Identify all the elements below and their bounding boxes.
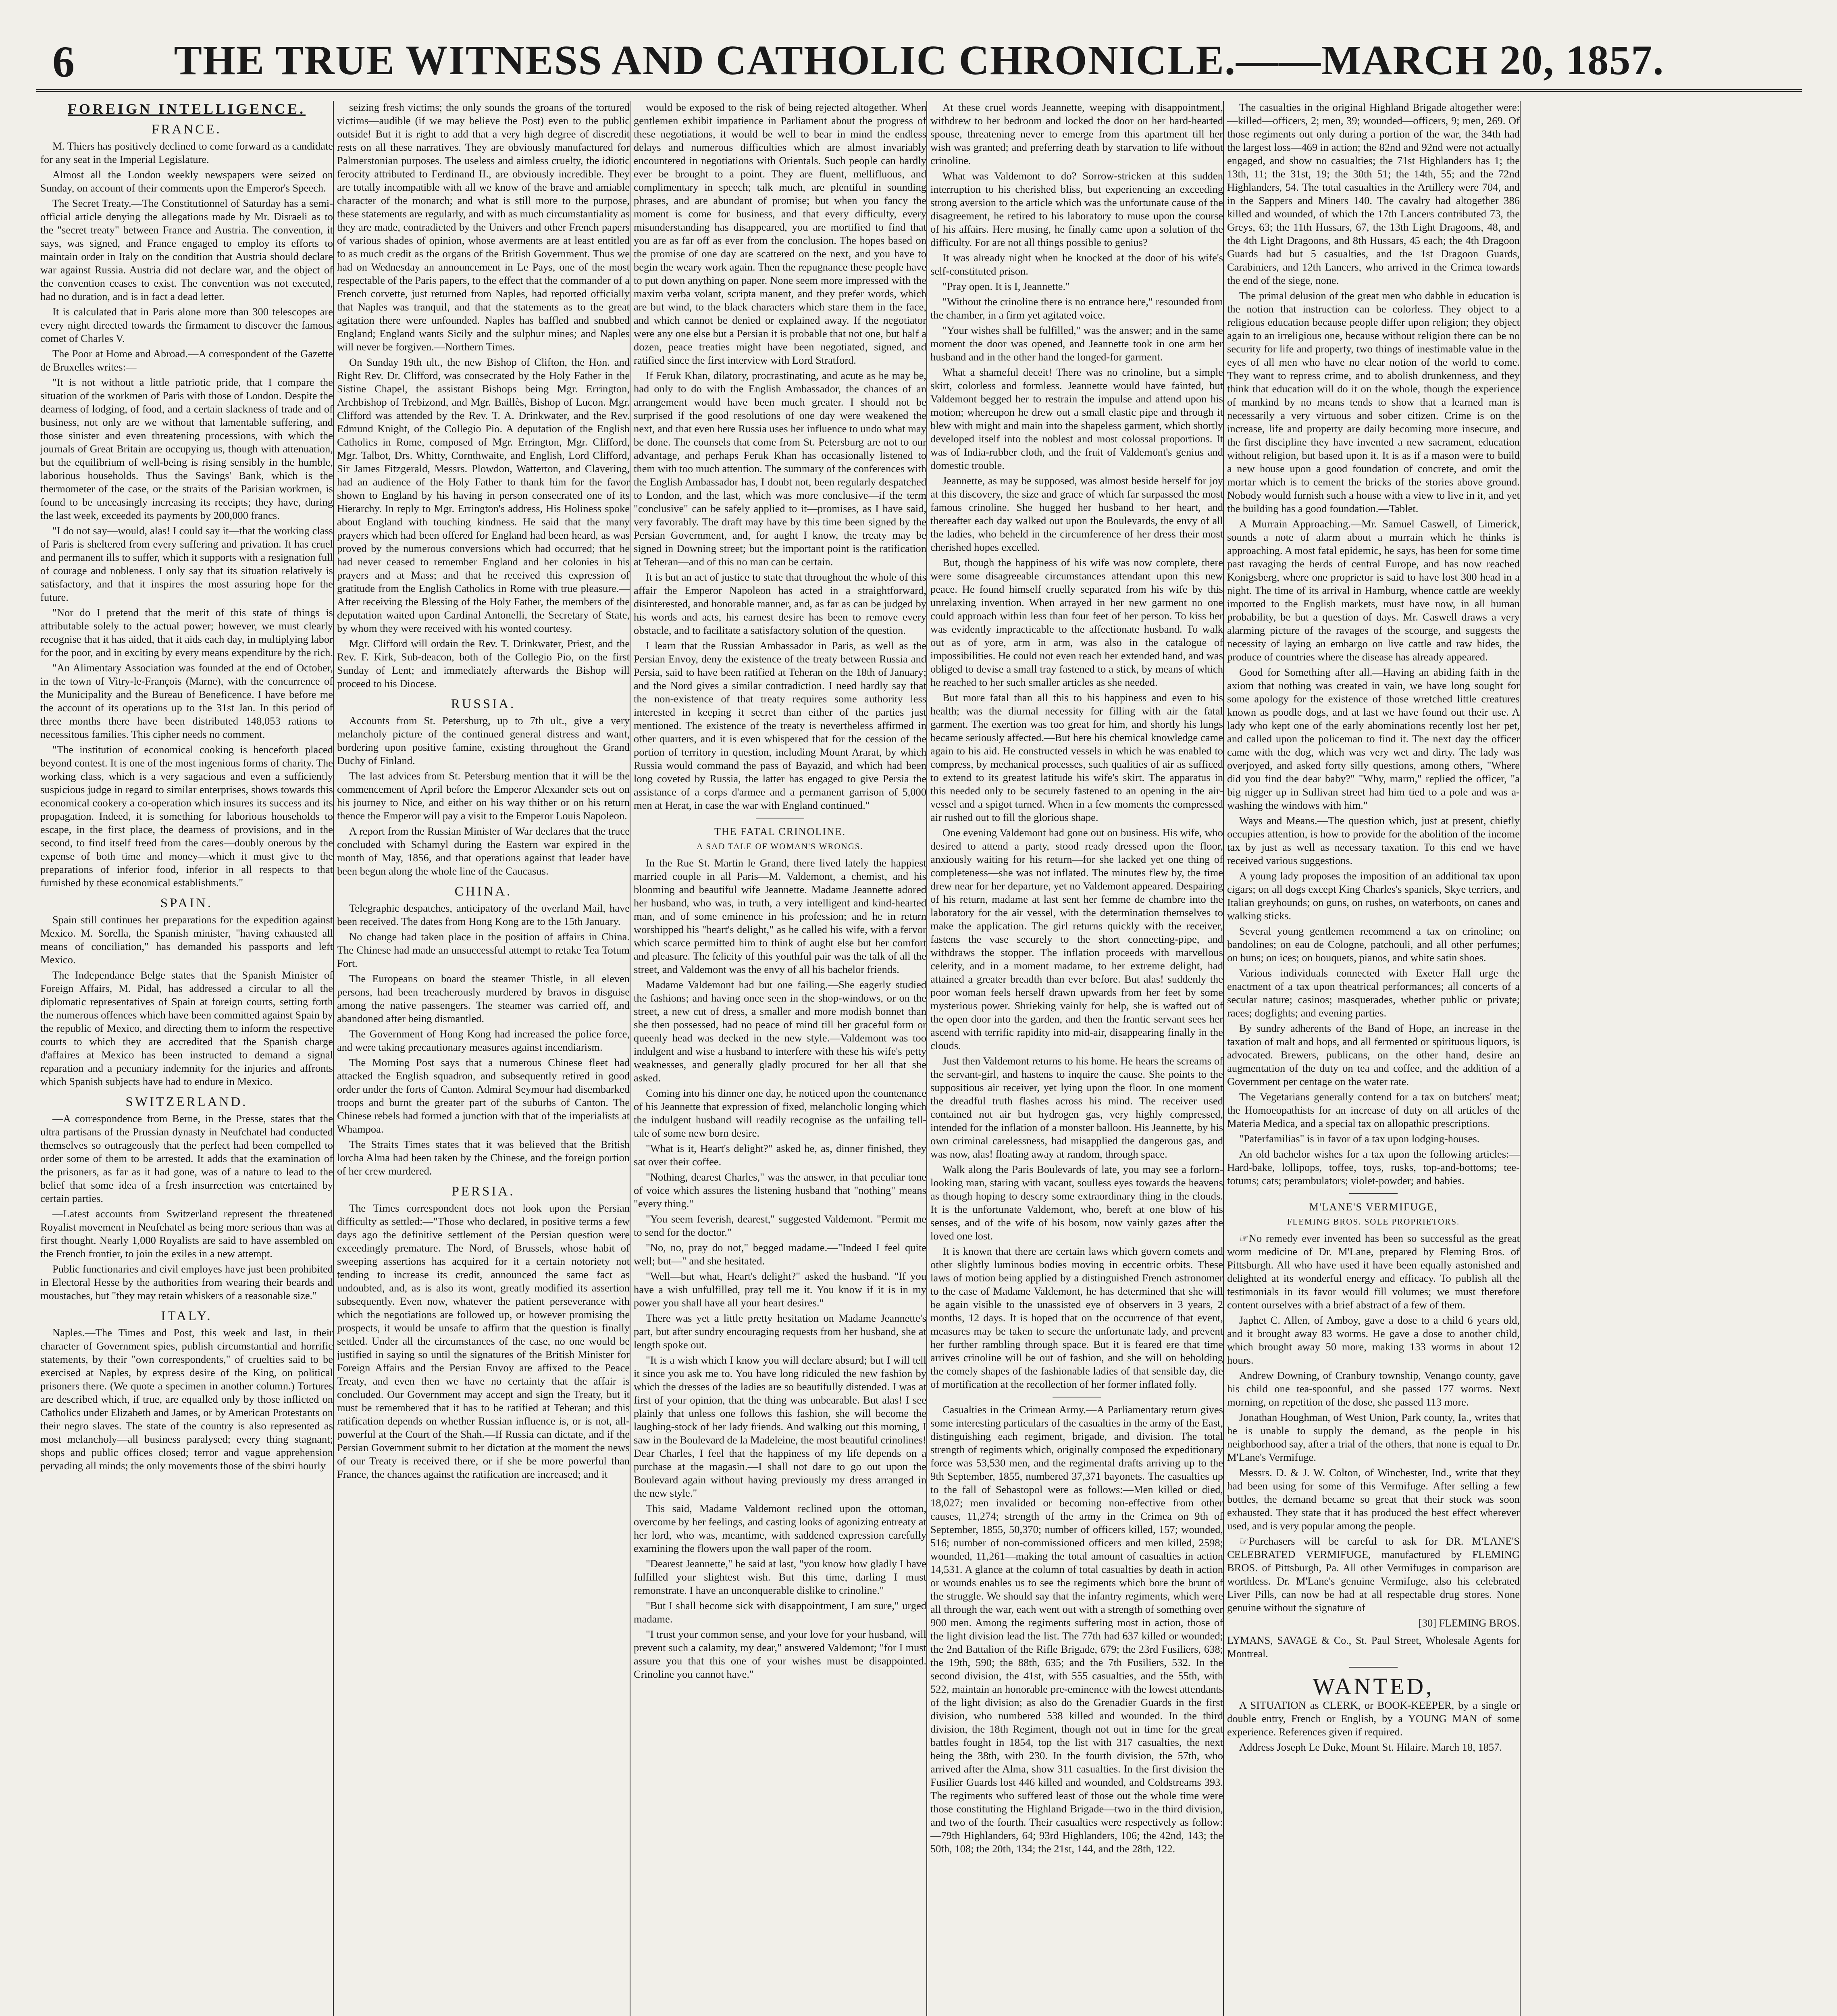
paragraph: The Straits Times states that it was believed that the British lorcha Alma had been taken by the Chinese, and the foreign portion of her crew murdered. — [337, 1138, 630, 1177]
france-news — [40, 140, 333, 889]
paragraph: At these cruel words Jeannette, weeping with disappointment, withdrew to her bedroom and locked the door on her hard-hearted spouse, threatening never to emerge from this apartment till her wish was granted; and preferring death by starvation to life without crinoline. — [930, 101, 1223, 167]
paragraph: The Europeans on board the steamer Thistle, in all eleven persons, had been treacherously murdered by bravos in disguise among the native passengers. The steamer was carried off, and abandoned after being dismantled. — [337, 973, 630, 1025]
switzerland-heading: SWITZERLAND. — [125, 1095, 248, 1109]
paragraph: The primal delusion of the great men who dabble in education is the notion that instruction can be colorless. They object to a religious education because people differ upon religion; they object again to an irreligious one, because without religion there can be no security for life and property, two things of inestimable value in the eyes of all men who have no clear notion of the world to come. They want to repress crime, and to abolish drunkenness, and they think that education will do it on the whole, though the experience of mankind by no means tends to show that a learned man is necessarily a very virtuous and sober citizen. Crime is on the increase, life and property are daily becoming more insecure, and the first discipline they have invented a new sacrament, education without religion, but based upon it. It is as if a mason were to build a new house upon a good foundation of concrete, and omit the mortar which is to cement the bricks of the stories above ground. Nobody would furnish such a house with a view to live in it, and yet the building has a good foundation.—Tablet. — [1227, 289, 1520, 514]
paragraph: A report from the Russian Minister of War declares that the truce concluded with Schamyl during the Eastern war expired in the month of May, 1856, and that operations against that leader have been begun along the whole line of the Caucasus. — [337, 825, 630, 877]
paragraph: A young lady proposes the imposition of an additional tax upon cigars; on all dogs except King Charles's spaniels, Skye terriers, and Italian greyhounds; on guns, on rushes, on waterboots, on canes and walking sticks. — [1227, 870, 1520, 922]
paragraph: What a shameful deceit! There was no crinoline, but a simple skirt, colorless and formless. Jeannette would have fainted, but Valdemont begged her to restrain the impulse and attend upon his motion; whereupon he drew out a small elastic pipe and through it blew with might and main into the shapeless garment, which shortly developed itself into the noblest and most colossal proportions. It was of India-rubber cloth, and the fruit of Valdemont's genius and domestic trouble. — [930, 366, 1223, 471]
paragraph: "I do not say—would, alas! I could say it—that the working class of Paris is sheltered from every suffering and privation. It has cruel and permanent ills to suffer, which it supports with a resignation full of courage and nobleness. I only say that its situation relatively is satisfactory, and that it inspires the most assuring hope for the future. — [40, 525, 333, 603]
paragraph: No change had taken place in the position of affairs in China. The Chinese had made an unsuccessful attempt to retake Tea Totum Fort. — [337, 931, 630, 969]
france-heading: FRANCE. — [152, 122, 222, 137]
paragraph: Accounts from St. Petersburg, up to 7th ult., give a very melancholy picture of the continued general distress and want, bordering upon positive famine, existing throughout the Grand Duchy of Finland. — [337, 714, 630, 766]
paragraph: One evening Valdemont had gone out on business. His wife, who desired to attend a party, stood ready dressed upon the floor, anxiously waiting for his return—for she lacked yet one thing of completeness—she was not inflated. The minutes flew by, the time drew near for her departure, yet no Valdemont appeared. Despairing of his return, madame at last sent her femme de chambre into the laboratory for the air vessel, with the determination themselves to make the application. The girl returns quickly with the receiver, fastens the vase securely to the short connecting-pipe, and withdraws the stopper. The inflation proceeds with marvellous celerity, and in a moment madame, to her extreme delight, had attained a greater breadth than ever before. But alas! suddenly the poor woman feels herself drawn upwards from her feet by some mysterious power. Shrieking vainly for help, she is wafted out of the open door into the garden, and then the frantic servant sees her ascend with terrific rapidity into mid-air, disappearing finally in the clouds. — [930, 827, 1223, 1052]
paragraph: But more fatal than all this to his happiness and even to his health; was the diurnal necessity for filling with air the fatal garment. The exertion was too great for him, and shortly his lungs became seriously affected.—But here his chemical knowledge came again to his aid. He constructed vessels in which he was enabled to compress, by mechanical processes, such qualities of air as sufficed to extend to its greatest latitude his wife's skirt. The apparatus in this needed only to be securely fastened to an opening in the air-vessel and a spigot turned. When in a few moments the compressed air rushed out to fill the glorious shape. — [930, 691, 1223, 823]
paragraph: Mgr. Clifford will ordain the Rev. T. Drinkwater, Priest, and the Rev. F. Kirk, Sub-deacon, both of the Collegio Pio, on the first Sunday of Lent; and immediately afterwards the Bishop will proceed to his Diocese. — [337, 637, 630, 689]
paragraph: M. Thiers has positively declined to come forward as a candidate for any seat in the Imperial Legislature. — [40, 140, 333, 165]
paragraph: Ways and Means.—The question which, just at present, chiefly occupies attention, is how to provide for the abolition of the income tax by just as well as necessary taxation. To this end we have received various suggestions. — [1227, 814, 1520, 866]
italy-heading: ITALY. — [161, 1309, 212, 1323]
spain-news — [40, 913, 333, 1088]
paragraph: "No, no, pray do not," begged madame.—"Indeed I feel quite well; but—" and she hesitated. — [634, 1241, 926, 1267]
column-2 — [337, 101, 630, 2016]
column-4 — [930, 101, 1223, 2016]
paragraph: Jeannette, as may be supposed, was almost beside herself for joy at this discovery, the size and grace of which far surpassed the most famous crinoline. She hugged her husband to her heart, and thereafter each day walked out upon the Boulevards, the envy of all the ladies, who beheld in the circumference of her dress their most cherished hopes excelled. — [930, 475, 1223, 553]
paragraph: "It is a wish which I know you will declare absurd; but I will tell it since you ask me to. You have long ridiculed the new fashion by which the dresses of the ladies are so beautifully distended. I was at first of your opinion, that the thing was unbearable. But alas! I see plainly that unless one follows this fashion, she will become the laughing-stock of her lady friends. And walking out this morning, I saw in the Boulevard de la Madeleine, the most beautiful crinolines! Dear Charles, I feel that the happiness of my life depends on a purchase at the magasin.—I shall not dare to go out upon the Boulevard again without having previously my dress arranged in the new style." — [634, 1354, 926, 1499]
paragraph: If Feruk Khan, dilatory, procrastinating, and acute as he may be, had only to do with the English Ambassador, the chances of an arrangement would have been much greater. I should not be surprised if the good resolutions of one day were weakened the next, and that even here Russia uses her influence to undo what may be done. The counsels that come from St. Petersburg are not to our advantage, and perhaps Feruk Khan has occasionally listened to them with too much attention. The summary of the conferences with the English Ambassador has, I doubt not, been regularly despatched to London, and the last, which was more conclusive—if the term "conclusive" can be safely applied to it—promises, as I have said, very favorably. The draft may have by this time been signed by the Persian Government, and, for aught I know, the treaty may be signed in Downing street; but the important point is the ratification at Teheran—and of this no man can be certain. — [634, 369, 926, 568]
paragraph: The Secret Treaty.—The Constitutionnel of Saturday has a semi-official article denying the allegations made by Mr. Disraeli as to the "secret treaty" between France and Austria. The convention, it says, was signed, and France engaged to employ its efforts to maintain order in Italy on the condition that Austria should declare war against Russia. Austria did not declare war, and the object of the convention ceases to exist. The convention was not executed, had no duration, and is in fact a dead letter. — [40, 197, 333, 302]
paragraph: Casualties in the Crimean Army.—A Parliamentary return gives some interesting particulars of the casualties in the army of the East, distinguishing each regiment, brigade, and division. The total strength of regiments which, originally composed the expeditionary force was 53,530 men, and the regimental drafts arriving up to the 9th September, 1855, numbered 37,371 bayonets. The casualties up to the fall of Sebastopol were as follows:—Men killed or died, 18,027; men invalided or becoming non-effective from other causes, 11,274; strength of the army in the Crimea on 9th of September, 1855, 50,370; number of officers killed, 157; wounded, 516; number of non-commissioned officers and men killed, 2598; wounded, 11,261—making the total amount of casualties in action 14,531. A glance at the column of total casualties by death in action or wounds enables us to see the regiments which bore the brunt of the struggle. We should say that the infantry regiments, which were all through the war, each went out with a strength of something over 900 men. Among the regiments suffering most in action, those of the light division lead the list. The 77th had 637 killed or wounded; the 2nd Battalion of the Rifle Brigade, 679; the 23rd Fusiliers, 638; the 19th, 590; the 88th, 635; and the 7th Fusiliers, 532. In the second division, the 41st, with 555 casualties, and the 55th, with 522, maintain an honorable pre-eminence with the lowest attendants of the light division; as also do the Grenadier Guards in the first division, who numbered 538 killed and wounded. In the third division, the 18th Regiment, though not out in time for the great battles fought in 1854, top the list with 317 casualties, the next being the 38th, with 230. In the fourth division, the 57th, who arrived after the Alma, show 311 casualties. In the first division the Fusilier Guards lost 446 killed and wounded, and Coldstreams 393. The regiments who suffered least of those out the whole time were those constituting the Highland Brigade—two in the third division, and two of the fourth. Their casualties were respectively as follow:—79th Highlanders, 64; 93rd Highlanders, 106; the 42nd, 143; the 50th, 108; the 20th, 134; the 21st, 144, and the 28th, 122. — [930, 1404, 1223, 1855]
vermifuge-ad-subtitle: FLEMING BROS. SOLE PROPRIETORS. — [1287, 1217, 1460, 1227]
paragraph: Various individuals connected with Exeter Hall urge the enactment of a tax upon theatrical performances; all concerts of a secular nature; casinos; masquerades, whether public or private; races; dogfights; and evening parties. — [1227, 967, 1520, 1019]
miscellany — [1227, 101, 1520, 1187]
paragraph: Several young gentlemen recommend a tax on crinoline; on bandolines; on eau de Cologne, patchouli, and all other perfumes; on buns; on ices; on bouquets, pianos, and white satin shoes. — [1227, 925, 1520, 964]
wanted-address: Address Joseph Le Duke, Mount St. Hilaire. March 18, 1857. — [1239, 1741, 1502, 1753]
paragraph: Japhet C. Allen, of Amboy, gave a dose to a child 6 years old, and it brought away 83 worms. He gave a dose to another child, which brought away 50 more, making 133 worms in about 12 hours. — [1227, 1314, 1520, 1366]
spain-heading: SPAIN. — [160, 896, 213, 910]
persia-news-continued — [634, 101, 926, 812]
column-rule — [926, 101, 927, 2016]
paragraph: On Sunday 19th ult., the new Bishop of Clifton, the Hon. and Right Rev. Dr. Clifford, was consecrated by the Holy Father in the Sistine Chapel, the assistant Bishops being Mgr. Errington, Archbishop of Trebizond, and Mgr. Baillès, Bishop of Lucon. Mgr. Clifford was attended by the Rev. T. A. Drinkwater, and the Rev. Edmund Knight, of the Collegio Pio. A deputation of the English Catholics in Rome, composed of Mgr. Errington, Mgr. Clifford, Mgr. Talbot, Drs. Whitty, Cornthwaite, and English, Lord Clifford, Sir James Fitzgerald, Messrs. Plowdon, Watterton, and Clavering, had an audience of the Holy Father to thank him for the favor shown to England by his having in person consecrated one of its Hierarchy. In reply to Mgr. Errington's address, His Holiness spoke about England with touching kindness. He said that the many prayers which had been offered for England had been heard, as was proved by the numerous conversions which had occurred; that he had never ceased to remember England and her colonies in his prayers and at Mass; and that he received this expression of gratitude from the English Catholics in Rome with true pleasure.—After receiving the Blessing of the Holy Father, the members of the deputation waited upon Cardinal Antonelli, the Secretary of State, by whom they were received with his wonted courtesy. — [337, 356, 630, 634]
paragraph: In the Rue St. Martin le Grand, there lived lately the happiest married couple in all Paris—M. Valdemont, a chemist, and his blooming and beautiful wife Jeannette. Madame Jeannette adored her husband, who was, in truth, a very intelligent and kind-hearted man, and of some eminence in his profession; and he in return worshipped his "heart's delight," as he called his wife, with a fervor which scarce permitted him to think of aught else but her comfort and pleasure. The felicity of this youthful pair was the talk of all the street, and Valdemont was the envy of all his bachelor friends. — [634, 857, 926, 975]
paragraph: Andrew Downing, of Cranbury township, Venango county, gave his child one tea-spoonful, and she passed 177 worms. Next morning, on repetition of the dose, she passed 113 more. — [1227, 1369, 1520, 1408]
column-1 — [40, 101, 333, 2016]
paragraph: The Vegetarians generally contend for a tax on butchers' meat; the Homoeopathists for an increase of duty on all articles of the Materia Medica, and a special tax on allopathic prescriptions. — [1227, 1091, 1520, 1129]
paragraph: Telegraphic despatches, anticipatory of the overland Mail, have been received. The dates from Hong Kong are to the 15th January. — [337, 902, 630, 927]
paragraph: "Well—but what, Heart's delight?" asked the husband. "If you have a wish unfulfilled, pray tell me it. You know if it is in my power you shall have all your heart desires." — [634, 1270, 926, 1309]
switzerland-news — [40, 1112, 333, 1302]
paragraph: "An Alimentary Association was founded at the end of October, in the town of Vitry-le-François (Marne), with the concurrence of the Municipality and the Bureau of Beneficence. I have before me the account of its operations up to the 31st Jan. In this period of three months there have been distributed 148,053 rations to necessitous families. This cipher needs no comment. — [40, 662, 333, 740]
paragraph: Almost all the London weekly newspapers were seized on Sunday, on account of their comments upon the Emperor's Speech. — [40, 169, 333, 194]
section-divider — [1349, 1667, 1398, 1668]
paragraph: ☞No remedy ever invented has been so successful as the great worm medicine of Dr. M'Lane, prepared by Fleming Bros. of Pittsburgh. All who have used it have been equally astonished and delighted at its wonderful energy and efficacy. To publish all the testimonials in its favor would fill volumes; we must therefore content ourselves with a brief abstract of a few of them. — [1227, 1232, 1520, 1311]
ad-agents: LYMANS, SAVAGE & Co., St. Paul Street, Wholesale Agents for Montreal. — [1227, 1635, 1520, 1660]
column-5 — [1227, 101, 1520, 2016]
paragraph: A Murrain Approaching.—Mr. Samuel Caswell, of Limerick, sounds a note of alarm about a murrain which he thinks is approaching. A most fatal epidemic, he says, has been for some time past ravaging the herds of central Europe, and has now reached Konigsberg, where one proprietor is said to have lost 300 head in a night. The time of its arrival in Hamburg, whence cattle are weekly imported to the English markets, must have now, in all human probability, be but a question of days. Mr. Caswell draws a very alarming picture of the ravages of the scourge, and suggests the necessity of laying an embargo on live cattle and raw hides, the produce of countries where the disease has already appeared. — [1227, 518, 1520, 663]
paragraph: "What is it, Heart's delight?" asked he, as, dinner finished, they sat over their coffee. — [634, 1142, 926, 1168]
wanted-text: A SITUATION as CLERK, or BOOK-KEEPER, by a single or double entry, French or English, by a YOUNG MAN of some experience. References given if required. — [1227, 1699, 1520, 1738]
paragraph: Messrs. D. & J. W. Colton, of Winchester, Ind., write that they had been using for some of this Vermifuge. After selling a few bottles, the demand became so great that their stock was soon exhausted. They state that it has produced the best effect wherever used, and is very popular among the people. — [1227, 1466, 1520, 1532]
story-subtitle: A SAD TALE OF WOMAN'S WRONGS. — [697, 841, 863, 851]
persia-news — [337, 1202, 630, 1481]
column-rule — [333, 101, 334, 2016]
vermifuge-ad — [1227, 1232, 1520, 1614]
paragraph: The Poor at Home and Abroad.—A correspondent of the Gazette de Bruxelles writes:— — [40, 348, 333, 373]
crinoline-story-continued — [930, 101, 1223, 1391]
story-title: THE FATAL CRINOLINE. — [714, 826, 846, 837]
russia-news — [337, 714, 630, 878]
persia-heading: PERSIA. — [451, 1184, 515, 1199]
paragraph: —A correspondence from Berne, in the Presse, states that the ultra partisans of the Prussian dynasty in Neufchatel had conducted themselves so outrageously that the perfect had been compelled to order some of them to be arrested. It adds that the examination of the prisoners, as far as it had gone, was of a nature to lead to the belief that some idea of a fresh insurrection was entertained by certain parties. — [40, 1112, 333, 1204]
paragraph: It is but an act of justice to state that throughout the whole of this affair the Emperor Napoleon has acted in a straightforward, disinterested, and honorable manner, and, as far as can be judged by his words and acts, his earnest desire has been to remove every obstacle, and to facilitate a satisfactory solution of the question. — [634, 571, 926, 636]
paragraph: The casualties in the original Highland Brigade altogether were:—killed—officers, 2; men, 39; wounded—officers, 9; men, 269. Of those regiments out only during a portion of the war, the 34th had the largest loss—469 in action; the 82nd and 92nd were not actually engaged, and show no casualties; the 71st Highlanders has 1; the 13th, 11; the 31st, 19; the 30th 51; the 14th, 55; and the 72nd Highlanders, 54. The total casualties in the Artillery were 704, and in the Sappers and Miners 140. The cavalry had altogether 386 killed and wounded, of which the 17th Lancers contributed 73, the Greys, 63; the 11th Hussars, 67, the 13th Light Dragoons, 48, and the 4th Light Dragoons, and 8th Hussars, 45 each; the 4th Dragoon Guards had but 5 casualties, and the 1st Dragoon Guards, Carabiniers, and 12th Lancers, who arrived in the Crimea towards the end of the siege, none. — [1227, 101, 1520, 286]
section-title: FOREIGN INTELLIGENCE. — [67, 101, 306, 117]
paragraph: "It is not without a little patriotic pride, that I compare the situation of the workmen of Paris with those of London. Despite the dearness of lodging, of food, and a certain slackness of trade and of business, not only are we without that lamentable suffering, and those sinister and even threatening processions, with which the journals of Great Britain are occupying us, though with attenuation, but the equilibrium of well-being is rising sensibly in the humble, laborious households. Thus the Savings' Bank, which is the thermometer of the case, or the straits of the Parisian workmen, is found to be unceasingly increasing its receipts; they have, during the last week, exceeded its payments by 200,000 francs. — [40, 376, 333, 521]
paragraph: "You seem feverish, dearest," suggested Valdemont. "Permit me to send for the doctor." — [634, 1213, 926, 1238]
paragraph: There was yet a little pretty hesitation on Madame Jeannette's part, but after sundry encouraging requests from her husband, she at length spoke out. — [634, 1312, 926, 1351]
paragraph: An old bachelor wishes for a tax upon the following articles:—Hard-bake, lollipops, toffee, toys, rusks, top-and-bottoms; tee-totums; cats; perambulators; violet-powder; and babies. — [1227, 1148, 1520, 1187]
paragraph: Just then Valdemont returns to his home. He hears the screams of the servant-girl, and hastens to inquire the cause. She points to the suppositious air receiver, yet lying upon the floor. In one moment the dreadful truth flashes across his mind. The receiver used contained not air but hydrogen gas, very highly compressed, intended for the inflation of a monster balloon. His Jeannette, by his own criminal carelessness, had misapplied the dangerous gas, and was now, alas! floating away at random, through space. — [930, 1055, 1223, 1160]
china-news — [337, 902, 630, 1178]
paragraph: Jonathan Houghman, of West Union, Park county, Ia., writes that he is unable to supply the demand, as the people in his neighborhood say, after a trial of the others, that none is equal to Dr. M'Lane's Vermifuge. — [1227, 1411, 1520, 1463]
wanted-title: WANTED, — [1313, 1673, 1434, 1699]
paragraph: —Latest accounts from Switzerland represent the threatened Royalist movement in Neufchatel as being more serious than was at first thought. Nearly 1,000 Royalists are said to have assembled on the French frontier, to join the exiles in a new attempt. — [40, 1208, 333, 1260]
section-divider — [1349, 1193, 1398, 1194]
crinoline-story — [634, 856, 926, 1681]
newspaper-title: THE TRUE WITNESS AND CATHOLIC CHRONICLE.——MARCH 20, 1857. — [174, 37, 1664, 83]
paragraph: Public functionaries and civil employes have just been prohibited in Electoral Hesse by the authorities from wearing their beards and moustaches, but "they may retain whiskers of a reasonable size." — [40, 1263, 333, 1302]
china-heading: CHINA. — [454, 884, 512, 899]
paragraph: The last advices from St. Petersburg mention that it will be the commencement of April before the Emperor Alexander sets out on his journey to Nice, and either on his way thither or on his return thence the Emperor will pay a visit to the Emperor Louis Napoleon. — [337, 770, 630, 822]
paragraph: Walk along the Paris Boulevards of late, you may see a forlorn-looking man, staring with vacant, soulless eyes towards the heavens as though hoping to descry some extraordinary thing in the clouds. It is the unfortunate Valdemont, who, bereft at one blow of his senses, and of the wife of his bosom, now vainly gazes after the loved one lost. — [930, 1163, 1223, 1242]
paragraph: "Dearest Jeannette," he said at last, "you know how gladly I have fulfilled your slightest wish. But this time, darling I must remonstrate. I have an unconquerable dislike to crinoline." — [634, 1558, 926, 1596]
paragraph: Spain still continues her preparations for the expedition against Mexico. M. Sorella, the Spanish minister, "having exhausted all means of conciliation," has demanded his passports and left Mexico. — [40, 914, 333, 966]
paragraph: Coming into his dinner one day, he noticed upon the countenance of his Jeannette that expression of fixed, melancholic longing which the indulgent husband will readily recognise as the unfailing tell-tale of some new born desire. — [634, 1087, 926, 1139]
paragraph: "Without the crinoline there is no entrance here," resounded from the chamber, in a firm yet agitated voice. — [930, 296, 1223, 321]
paragraph: seizing fresh victims; the only sounds the groans of the tortured victims—audible (if we may believe the Post) even to the public outside! But it is right to add that a very high degree of discredit rests on all these narratives. They are obviously manufactured for Palmerstonian purposes. The useless and aimless cruelty, the idiotic ferocity attributed to Ferdinand II., are obviously incredible. They are totally incompatible with all we know of the brave and amiable character of the monarch; and what is still more to the purpose, these statements are regularly, and with as much circumstantiality as they are made, contradicted by the Univers and other French papers of various shades of opinion, whose averments are at least entitled to as much credit as the organs of the British Government. Thus we had on Wednesday an announcement in Le Pays, one of the most respectable of the Paris papers, to the effect that the commander of a French corvette, just returned from Naples, had reported officially that Naples was tranquil, and that the statements as to the great agitation there were unfounded. Naples has baffled and snubbed England; England wants Sicily and the sulphur mines; and Naples will never be forgiven.—Northern Times. — [337, 101, 630, 353]
crimean-casualties — [930, 1403, 1223, 1856]
paragraph: What was Valdemont to do? Sorrow-stricken at this sudden interruption to his cherished bliss, but experiencing an exceeding strong aversion to the article which was the unfortunate cause of the disagreement, he retired to his laboratory to muse upon the course of his affairs. Here musing, he finally came upon a solution of the difficulty. For are not all things possible to genius? — [930, 170, 1223, 248]
paragraph: "Your wishes shall be fulfilled," was the answer; and in the same moment the door was opened, and Jeannette took in one arm her husband and in the other hand the longed-for garment. — [930, 324, 1223, 363]
page-number: 6 — [52, 37, 75, 86]
column-rule — [1520, 101, 1521, 2016]
masthead — [36, 28, 1802, 92]
vermifuge-ad-title: M'LANE'S VERMIFUGE, — [1309, 1201, 1438, 1213]
paragraph: "But I shall become sick with disappointment, I am sure," urged madame. — [634, 1599, 926, 1625]
russia-heading: RUSSIA. — [451, 697, 516, 711]
paragraph: "Pray open. It is I, Jeannette." — [942, 280, 1070, 292]
paragraph: The Times correspondent does not look upon the Persian difficulty as settled:—"Those who declared, in positive terms a few days ago the definitive settlement of the Persian question were exceedingly premature. The Nord, of Brussels, whose habit of sweeping assertions has acquired for it a certain notoriety not tending to increase its credit, announced the same fact as undoubted, and, as is also its wont, greatly modified its assertion subsequently. Even now, whatever the patient perseverance with which the negotiations are followed up, or however promising the prospects, it would be unsafe to affirm that the question is finally settled. Under all the circumstances of the case, no one would be justified in saying so until the signatures of the British Minister for Foreign Affairs and the Persian Envoy are affixed to the Peace Treaty, and even then we have no certainty that the affair is concluded. Our Government may accept and sign the Treaty, but it must be remembered that it has to be ratified at Teheran; and this ratification depends on whether Russian influence is, or is not, all-powerful at the Court of the Shah.—If Russia can dictate, and if the Persian Government submit to her dictation at the moment the news of our Treaty is received there, or if she be more powerful than France, the chances against the ratification are increased; and it — [337, 1202, 630, 1480]
paragraph: By sundry adherents of the Band of Hope, an increase in the taxation of malt and hops, and all fermented or spirituous liquors, is advocated. Brewers, publicans, on the other hand, desire an augmentation of the duty on tea and coffee, and the addition of a Government per centage on the water rate. — [1227, 1022, 1520, 1087]
paragraph: The Morning Post says that a numerous Chinese fleet had attacked the English squadron, and subsequently retired in good order under the forts of Canton. Admiral Seymour had disembarked troops and burnt the greater part of the suburbs of Canton. The Chinese rebels had formed a junction with that of the imperialists at Whampoa. — [337, 1056, 630, 1135]
paragraph: ☞Purchasers will be careful to ask for DR. M'LANE'S CELEBRATED VERMIFUGE, manufactured by FLEMING BROS. of Pittsburgh, Pa. All other Vermifuges in comparison are worthless. Dr. M'Lane's genuine Vermifuge, also his celebrated Liver Pills, can now be had at all respectable drug stores. None genuine without the signature of — [1227, 1535, 1520, 1614]
paragraph: It is known that there are certain laws which govern comets and other slightly luminous bodies moving in eccentric orbits. These laws of motion being applied by a distinguished French astronomer to the case of Madame Valdemont, he has determined that she will be again visible to the unassisted eye of observers in 3 years, 2 months, 12 days. It is hoped that on the occurrence of that event, measures may be taken to secure the unfortunate lady, and prevent her further rambling through space. But it is feared ere that time arrives crinoline will be out of fashion, and she will on beholding the comely shapes of the fashionable ladies of that sensible day, die of mortification at the recollection of her former inflated folly. — [930, 1245, 1223, 1390]
paragraph: "Paterfamilias" is in favor of a tax upon lodging-houses. — [1239, 1133, 1480, 1145]
column-rule — [1223, 101, 1224, 2016]
paragraph: This said, Madame Valdemont reclined upon the ottoman, overcome by her feelings, and casting looks of agonizing entreaty at her lord, who was, meantime, with saddened expression carefully examining the flowers upon the wall paper of the room. — [634, 1502, 926, 1554]
paragraph: Madame Valdemont had but one failing.—She eagerly studied the fashions; and having once seen in the shop-windows, or on the street, a new cut of dress, a smaller and more modish bonnet than she then possessed, had no peace of mind till her graceful form or queenly head was decked in the new style.—Valdemont was too indulgent and wise a husband to interfere with these his wife's petty weaknesses, and generally gladly procured for her all that she asked. — [634, 979, 926, 1084]
ad-signature: [30] FLEMING BROS. — [1418, 1617, 1520, 1629]
paragraph: "The institution of economical cooking is henceforth placed beyond contest. It is one of the most ingenious forms of charity. The working class, which is a very sagacious and even a sufficiently suspicious judge in regard to similar enterprises, shows towards this economical cookery a co-operation which insures its success and its propagation. Indeed, it is something for laborious households to escape, in the first place, the dearness of provisions, and in the second, to find itself freed from the cares—doubly onerous by the expense of both time and money—which it must give to the preparations of inferior food, inferior in all respects to that furnished by these economical establishments." — [40, 744, 333, 889]
paragraph: I learn that the Russian Ambassador in Paris, as well as the Persian Envoy, deny the existence of the treaty between Russia and Persia, said to have been ratified at Teheran on the 18th of January; and the Nord gives a similar contradiction. I need hardly say that the non-existence of that treaty requires some authority less interested in keeping it secret than either of the parties just mentioned. The existence of the treaty is nevertheless affirmed in other quarters, and it is even whispered that for the cession of the portion of territory in question, including Mount Ararat, by which Russia would command the pass of Bayazid, and which had been long coveted by Russia, the latter has engaged to give Persia the assistance of a corps d'armee and a permanent garrison of 5,000 men at Herat, in case the war with England continued." — [634, 639, 926, 811]
column-3 — [634, 101, 926, 2016]
paragraph: Naples.—The Times and Post, this week and last, in their character of Government spies, publish circumstantial and horrific statements, by their "own correspondents," of cruelties said to be exercised at Naples, by express desire of the King, on political prisoners there. (We quote a specimen in another column.) Tortures are described which, if true, are equalled only by those inflicted on Catholics under Elizabeth and James, or by American Protestants on their negro slaves. The state of the country is also represented as most melancholy—all business paralysed; every thing stagnant; shops and public offices closed; terror and vague apprehension pervading all minds; the only movements those of the sbirri hourly — [40, 1327, 333, 1472]
paragraph: It was already night when he knocked at the door of his wife's self-constituted prison. — [930, 252, 1223, 277]
italy-news — [40, 1326, 333, 1472]
paragraph: Good for Something after all.—Having an abiding faith in the axiom that nothing was created in vain, we have long sought for some apology for the existence of those wretched little creatures known as poodle dogs, and at last we have found out their use. A lady who kept one of the early abominations recently lost her pet, and called upon the policeman to find it. The next day the officer came with the dog, which was very wet and dirty. The lady was overjoyed, and asked forty silly questions, among others, "Where did you find the dear baby?" "Why, marm," replied the officer, "a big nigger up in Sullivan street had him tied to a pole and was a-washing the windows with him." — [1227, 666, 1520, 811]
paragraph: "Nor do I pretend that the merit of this state of things is attributable solely to the actual power; however, we must clearly recognise that it has aided, that it aids each day, in multiplying labor for the poor, and in exciting by every means expenditure by the rich. — [40, 606, 333, 658]
paragraph: "I trust your common sense, and your love for your husband, will prevent such a calamity, my dear," answered Valdemont; "for I must assure you that this one of your wishes must be disappointed. Crinoline you cannot have." — [634, 1628, 926, 1680]
paragraph: But, though the happiness of his wife was now complete, there were some disagreeable circumstances attendant upon this new peace. He found himself cruelly separated from his wife by this unrelaxing invention. When arrayed in her new garment no one could approach within less than four feet of her person. To kiss her was evidently impracticable to the affectionate husband. To walk out as of yore, arm in arm, was also in the catalogue of impossibilities. He could not even reach her extended hand, and was obliged to devise a small tray fastened to a stick, by means of which he reached to her such smaller articles as she needed. — [930, 556, 1223, 688]
paragraph: would be exposed to the risk of being rejected altogether. When gentlemen exhibit impatience in Parliament about the progress of these negotiations, it would be well to bear in mind the endless delays and numerous difficulties which are almost invariably encountered in negotiations with Orientals. Such people can hardly ever be brought to a point. They are fluent, mellifluous, and complimentary in speech; talk much, are plentiful in sounding phrases, and are abundant of promise; but when you fancy the moment is come for business, and that every difficulty, every misunderstanding has disappeared, you are mortified to find that you are as far off as ever from the conclusion. The hopes based on the promise of one day are scattered on the next, and you have to begin the weary work again. Then the repugnance these people have to put down anything on paper. None seem more impressed with the maxim verba volant, scripta manent, and they prefer words, which are but wind, to the black characters which stare them in the face, and which cannot be denied or explained away. If the negotiator were any one else but a Persian it is probable that not one, but half a dozen, peace treaties might have been negotiated, signed, and ratified since the first interview with Lord Stratford. — [634, 101, 926, 366]
paragraph: The Independance Belge states that the Spanish Minister of Foreign Affairs, M. Pidal, has addressed a circular to all the diplomatic representatives of Spain at foreign courts, setting forth the numerous offences which have been committed against Spain by the republic of Mexico, and directing them to inform the respective courts to which they are accredited that the Spanish charge d'affaires at Mexico has been instructed to demand a signal reparation and a pecuniary indemnity for the injuries and affronts which Spanish subjects have had to endure in Mexico. — [40, 969, 333, 1087]
paragraph: "Nothing, dearest Charles," was the answer, in that peculiar tone of voice which assures the listening husband that "nothing" means "every thing." — [634, 1171, 926, 1210]
italy-news-continued — [337, 101, 630, 690]
paragraph: The Government of Hong Kong had increased the police force, and were taking precautionary measures against incendiarism. — [337, 1028, 630, 1053]
paragraph: It is calculated that in Paris alone more than 300 telescopes are every night directed towards the firmament to discover the famous comet of Charles V. — [40, 306, 333, 344]
